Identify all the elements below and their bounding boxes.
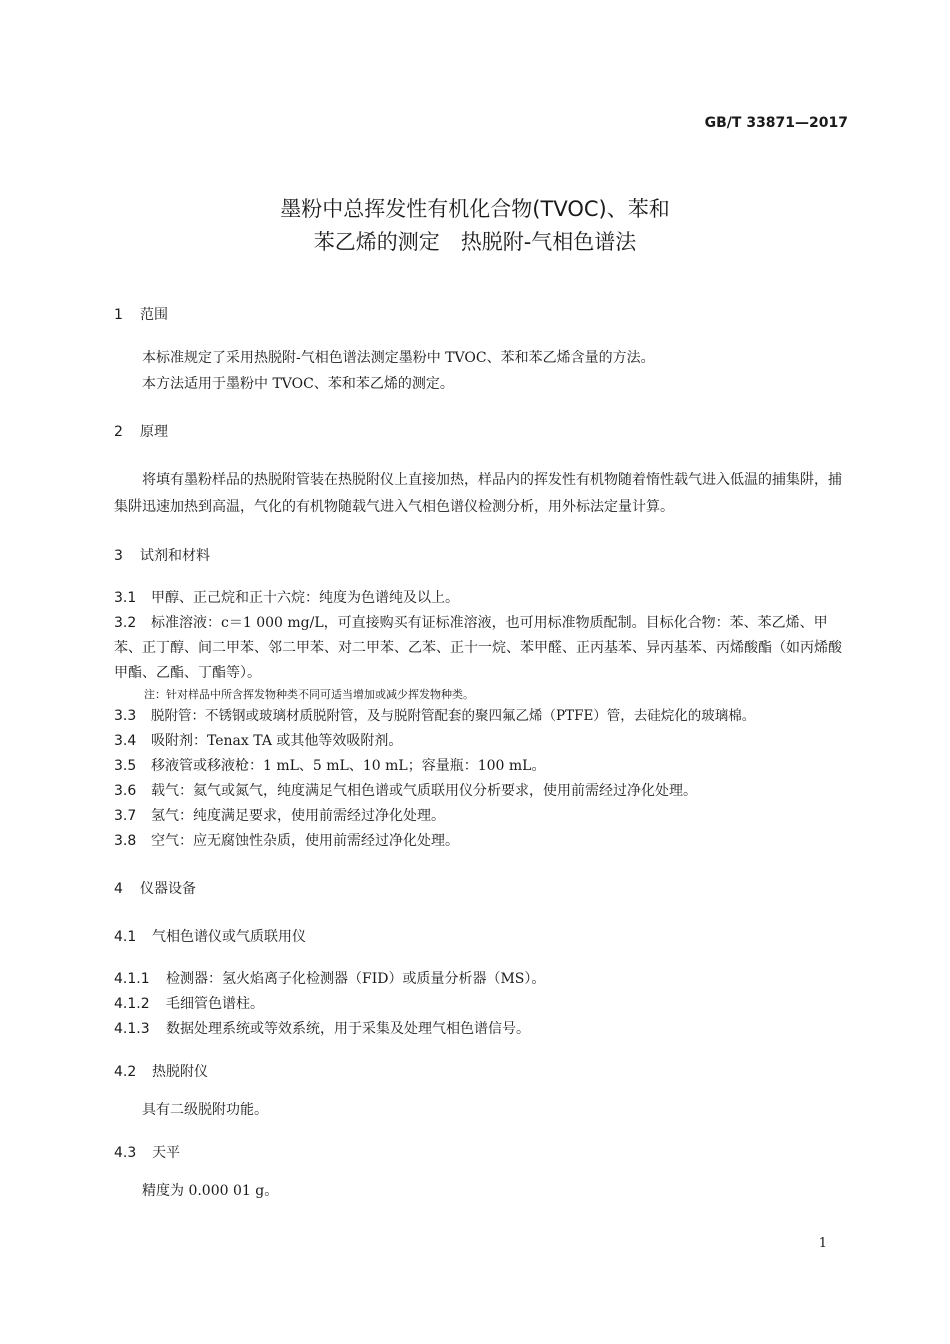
list-item	[114, 704, 852, 729]
section-title: 气相色谱仪或气质联用仪	[152, 929, 306, 945]
item-text: 移液管或移液枪：1 mL、5 mL、10 mL；容量瓶：100 mL。	[151, 758, 546, 774]
section-4-3-heading	[114, 1140, 852, 1166]
item-text: 载气：氦气或氮气，纯度满足气相色谱或气质联用仪分析要求，使用前需经过净化处理。	[151, 783, 697, 799]
item-number: 3.1	[114, 590, 137, 606]
page-number: 1	[818, 1236, 827, 1251]
section-title: 原理	[140, 424, 168, 440]
list-item	[114, 1017, 852, 1042]
note: 注：针对样品中所含挥发物种类不同可适当增加或减少挥发物种类。	[144, 688, 474, 701]
section-title: 仪器设备	[140, 881, 196, 897]
section-1-paragraph-1: 本标准规定了采用热脱附-气相色谱法测定墨粉中 TVOC、苯和苯乙烯含量的方法。	[142, 350, 655, 366]
list-item	[114, 754, 852, 779]
section-4-1-heading	[114, 924, 852, 950]
section-1-heading	[114, 302, 852, 328]
item-number: 3.3	[114, 708, 137, 724]
title-line-2: 苯乙烯的测定 热脱附-气相色谱法	[313, 230, 637, 254]
item-number: 3.4	[114, 733, 137, 749]
section-number: 4.2	[114, 1064, 137, 1080]
item-number: 3.2	[114, 615, 137, 631]
section-number: 1	[114, 307, 123, 323]
item-number: 4.1.1	[114, 971, 150, 987]
list-item	[114, 729, 852, 754]
section-3-heading	[114, 543, 852, 569]
section-2-paragraph: 将填有墨粉样品的热脱附管装在热脱附仪上直接加热，样品内的挥发性有机物随着惰性载气进入低温的捕集阱，捕集阱迅速加热到高温，气化的有机物随载气进入气相色谱仪检测分析，用外标法定量计算。	[114, 472, 842, 515]
list-item	[114, 586, 852, 611]
section-title: 天平	[152, 1145, 180, 1161]
item-number: 4.1.2	[114, 996, 150, 1012]
list-item	[114, 779, 852, 804]
section-title: 试剂和材料	[140, 548, 210, 564]
section-1-paragraph-2: 本方法适用于墨粉中 TVOC、苯和苯乙烯的测定。	[142, 376, 454, 392]
item-text: 数据处理系统或等效系统，用于采集及处理气相色谱信号。	[166, 1021, 530, 1037]
section-4-2-heading	[114, 1059, 852, 1085]
section-number: 4.3	[114, 1145, 137, 1161]
item-text: 甲醇、正己烷和正十六烷：纯度为色谱纯及以上。	[151, 590, 459, 606]
section-title: 范围	[140, 307, 168, 323]
section-number: 4.1	[114, 929, 137, 945]
section-number: 4	[114, 881, 123, 897]
item-text: 标准溶液：c＝1 000 mg/L，可直接购买有证标准溶液，也可用标准物质配制。目标化合物：苯、苯乙烯、甲苯、正丁醇、间二甲苯、邻二甲苯、对二甲苯、乙苯、正十一烷、苯甲醛、正丙基苯、异丙基苯、丙烯酸酯（如丙烯酸甲酯、乙酯、丁酯等）。	[114, 615, 842, 681]
section-number: 2	[114, 424, 123, 440]
item-text: 检测器：氢火焰离子化检测器（FID）或质量分析器（MS）。	[166, 971, 546, 987]
item-text: 脱附管：不锈钢或玻璃材质脱附管，及与脱附管配套的聚四氟乙烯（PTFE）管，去硅烷化的玻璃棉。	[151, 708, 756, 724]
item-text: 空气：应无腐蚀性杂质，使用前需经过净化处理。	[151, 833, 459, 849]
item-number: 3.8	[114, 833, 137, 849]
item-number: 3.6	[114, 783, 137, 799]
section-4-3-text: 精度为 0.000 01 g。	[142, 1183, 279, 1199]
title-line-1: 墨粉中总挥发性有机化合物(TVOC)、苯和	[280, 197, 670, 221]
item-number: 4.1.3	[114, 1021, 150, 1037]
item-number: 3.5	[114, 758, 137, 774]
item-text: 氢气：纯度满足要求，使用前需经过净化处理。	[151, 808, 445, 824]
standard-code: GB/T 33871—2017	[704, 115, 848, 131]
section-4-2-text: 具有二级脱附功能。	[142, 1102, 268, 1118]
section-number: 3	[114, 548, 123, 564]
item-text: 吸附剂：Tenax TA 或其他等效吸附剂。	[151, 733, 403, 749]
section-2-heading	[114, 419, 852, 445]
list-item	[114, 611, 852, 686]
section-title: 热脱附仪	[152, 1064, 208, 1080]
item-text: 毛细管色谱柱。	[166, 996, 264, 1012]
document-title	[0, 193, 950, 259]
item-number: 3.7	[114, 808, 137, 824]
document-body	[114, 302, 852, 1204]
list-item	[114, 804, 852, 829]
section-4-heading	[114, 876, 852, 902]
list-item	[114, 967, 852, 992]
list-item	[114, 992, 852, 1017]
list-item	[114, 829, 852, 854]
